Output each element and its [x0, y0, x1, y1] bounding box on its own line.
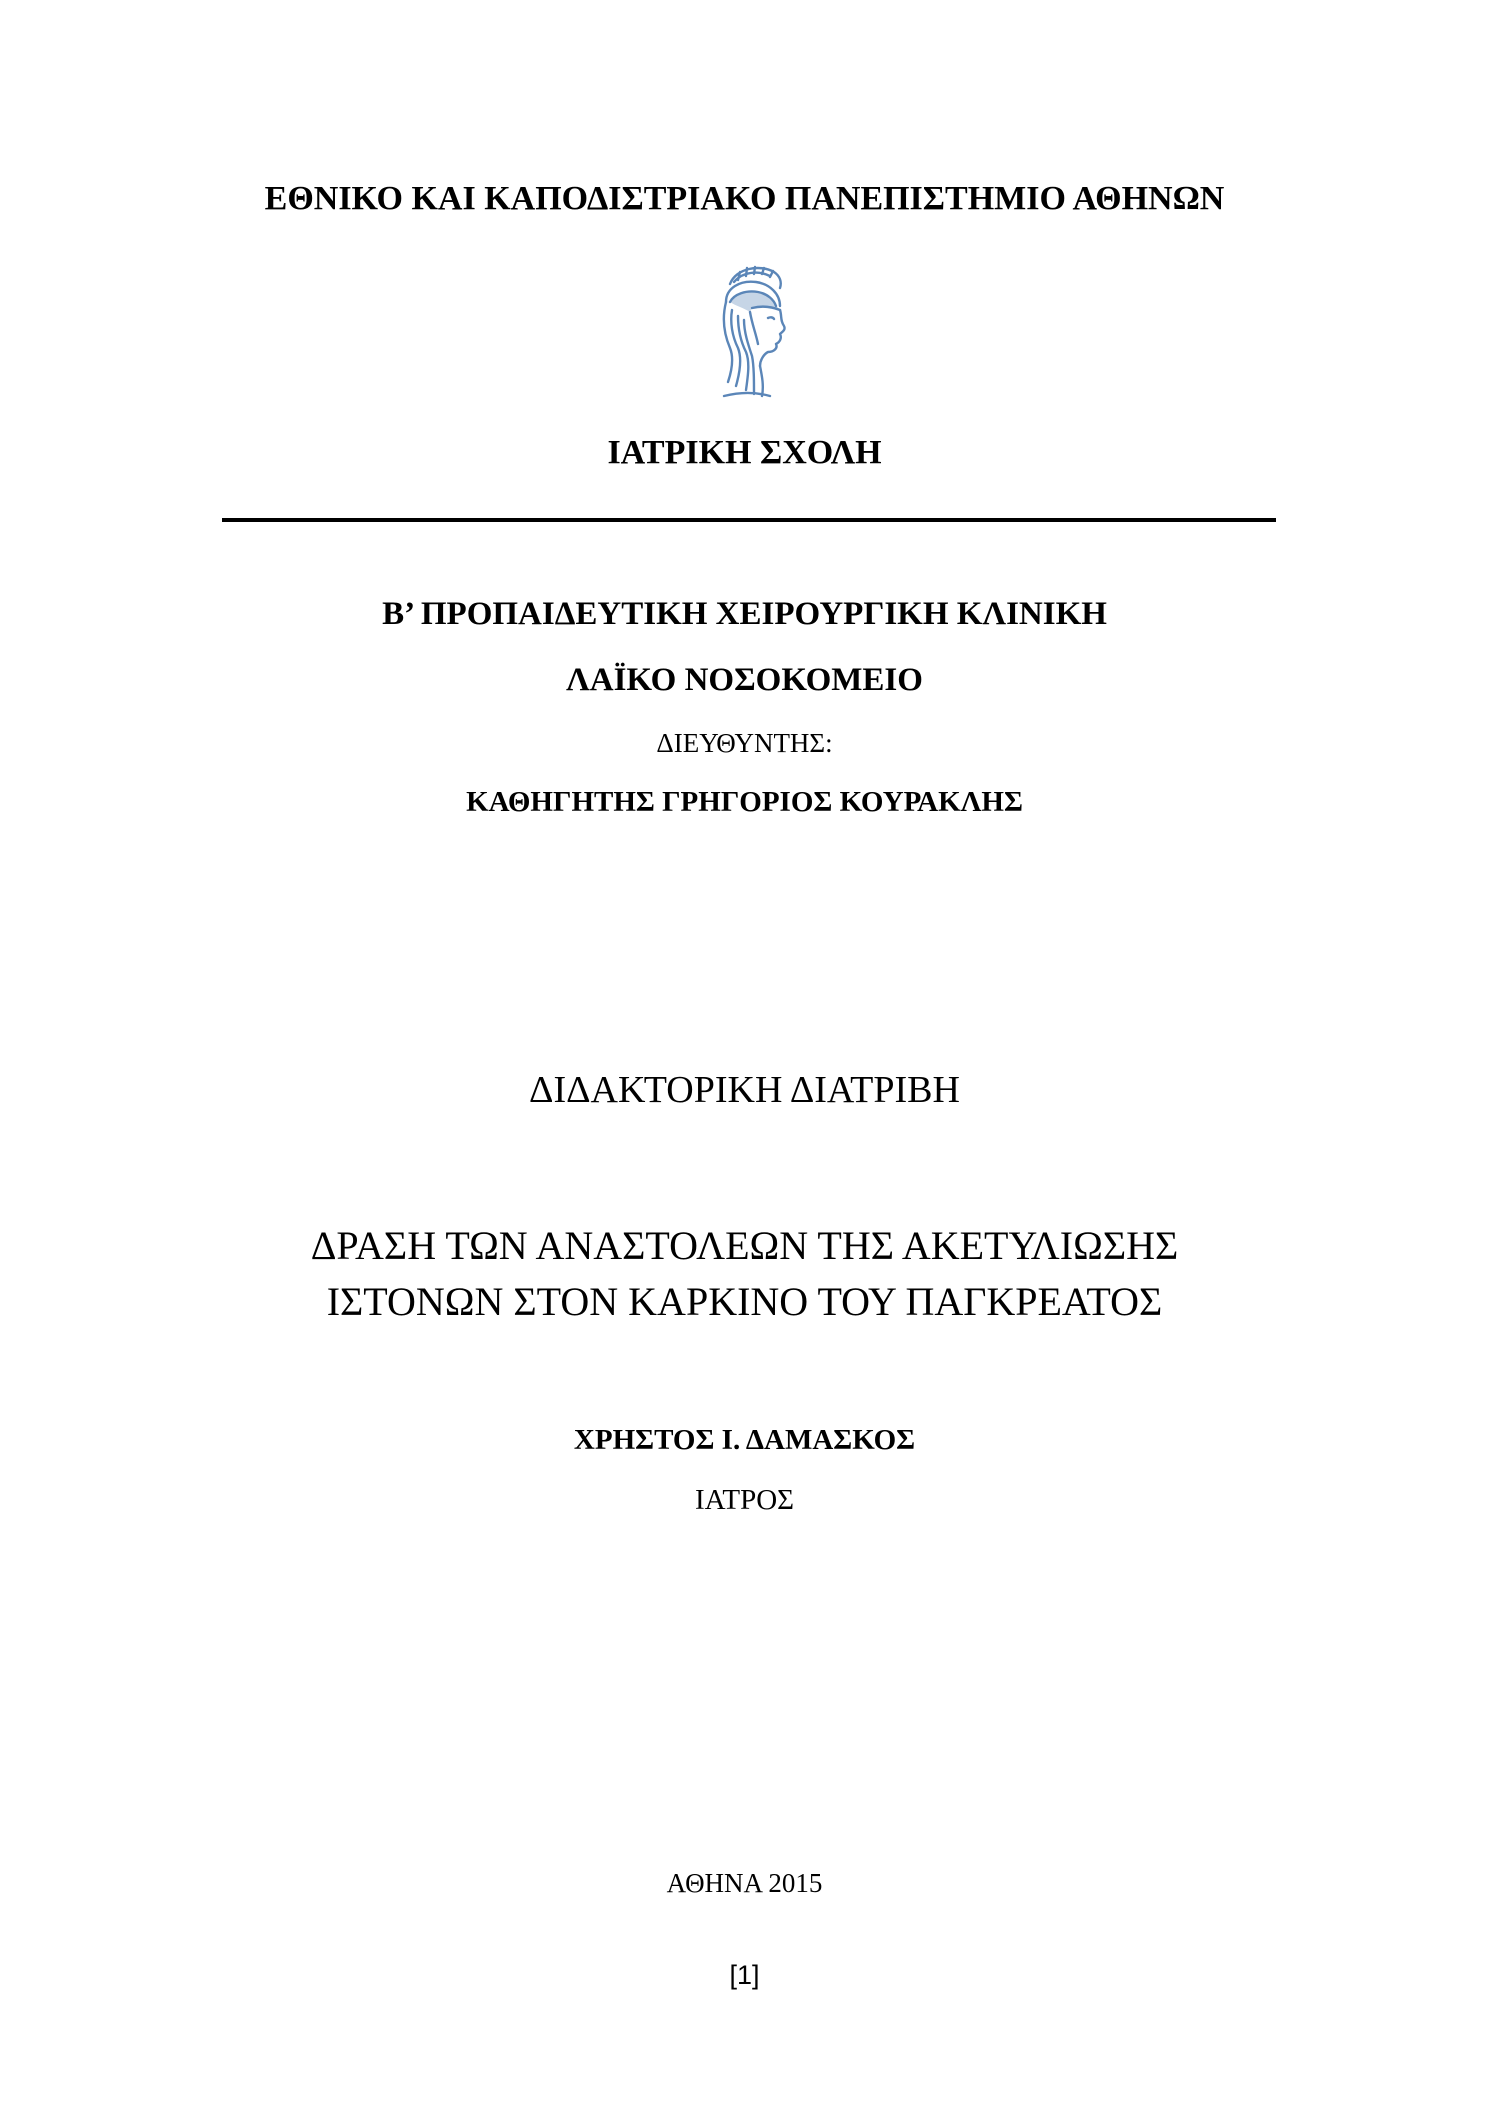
thesis-title-line-1: ΔΡΑΣΗ ΤΩΝ ΑΝΑΣΤΟΛΕΩΝ ΤΗΣ ΑΚΕΤΥΛΙΩΣΗΣ: [310, 1223, 1179, 1268]
director-label: ΔΙΕΥΘΥΝΤΗΣ:: [656, 728, 833, 758]
clinic-name: Β’ ΠΡΟΠΑΙΔΕΥΤΙΚΗ ΧΕΙΡΟΥΡΓΙΚΗ ΚΛΙΝΙΚΗ: [382, 596, 1107, 632]
athena-crest-icon: [700, 262, 796, 400]
document-type: ΔΙΔΑΚΤΟΡΙΚΗ ΔΙΑΤΡΙΒΗ: [529, 1069, 960, 1111]
horizontal-divider: [222, 518, 1276, 522]
page-number: [1]: [729, 1960, 760, 1990]
hospital-name: ΛΑΪΚΟ ΝΟΣΟΚΟΜΕΙΟ: [566, 662, 923, 698]
director-name: ΚΑΘΗΓΗΤΗΣ ΓΡΗΓΟΡΙΟΣ ΚΟΥΡΑΚΛΗΣ: [466, 786, 1023, 818]
author-name: ΧΡΗΣΤΟΣ Ι. ΔΑΜΑΣΚΟΣ: [573, 1424, 916, 1456]
university-name: ΕΘΝΙΚΟ ΚΑΙ ΚΑΠΟΔΙΣΤΡΙΑΚΟ ΠΑΝΕΠΙΣΤΗΜΙΟ ΑΘΗΝΩΝ: [264, 180, 1225, 217]
place-and-year: ΑΘΗΝΑ 2015: [666, 1868, 823, 1898]
school-name: ΙΑΤΡΙΚΗ ΣΧΟΛΗ: [607, 434, 882, 471]
thesis-title-line-2: ΙΣΤΟΝΩΝ ΣΤΟΝ ΚΑΡΚΙΝΟ ΤΟΥ ΠΑΓΚΡΕΑΤΟΣ: [326, 1279, 1163, 1324]
author-role: ΙΑΤΡΟΣ: [694, 1484, 795, 1516]
